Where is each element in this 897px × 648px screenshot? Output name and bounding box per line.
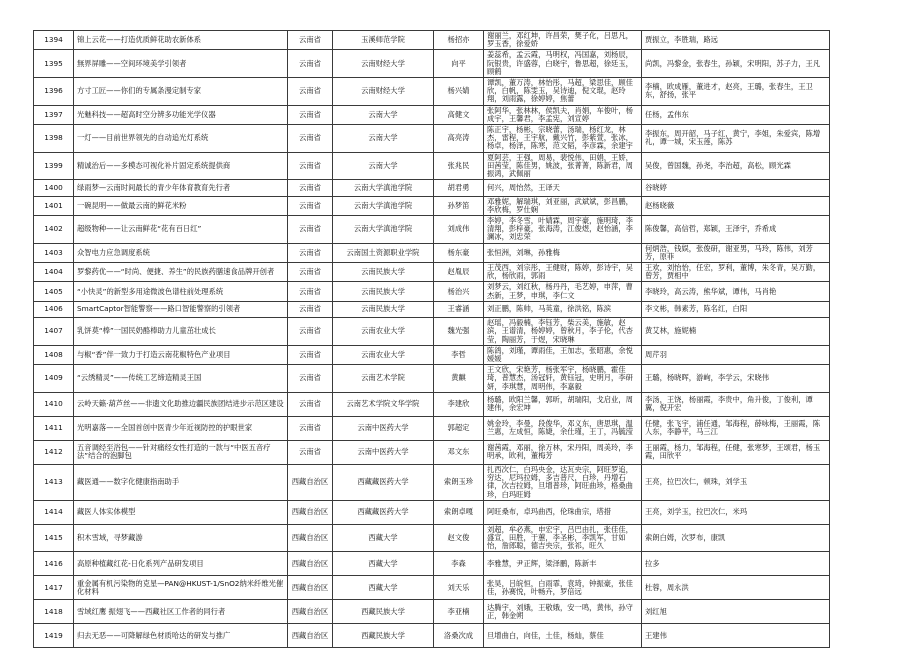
table-row	[34, 196, 830, 215]
team-members: 邓雅妮，解瑞琪，刘亚丽，武斌斌，彭昌鹏，李欣梅，罗仕娴	[484, 196, 642, 215]
row-number: 1400	[34, 180, 74, 196]
school: 云南大学	[333, 105, 434, 124]
advisors: 王丽霞，杨力，邹海程，任健，张寒梦，王颂君，杨玉霞，田欣平	[642, 440, 830, 464]
table-row	[34, 301, 830, 317]
team-members: 达腾宇，刘娥，王敬娥，安一鸣，黄伟，孙守正，韩金朔	[484, 600, 642, 624]
team-members: 王文欣，宋艳芳，杨张军宇，杨晓鹏，霍佳琦，普慧杰，汤冠轩，黄钰冠，史明月，李研妍，李琪慧，周明伟，李嘉毅	[484, 365, 642, 393]
province: 云南省	[288, 152, 333, 180]
school: 西藏藏医药大学	[333, 464, 434, 500]
row-number: 1404	[34, 263, 74, 282]
project-title: 藏医通——数字化健康指南助手	[74, 464, 288, 500]
table-row	[34, 318, 830, 346]
row-number: 1412	[34, 440, 74, 464]
province: 云南省	[288, 125, 333, 153]
table-row	[34, 263, 830, 282]
province: 西藏自治区	[288, 552, 333, 576]
school: 云南民族大学	[333, 301, 434, 317]
team-leader: 李哲	[434, 345, 484, 364]
advisors: 王建伟	[642, 624, 830, 648]
table-row	[34, 216, 830, 244]
project-title: 光魅科技——超高时空分辨多功能光学仪器	[74, 105, 288, 124]
province: 西藏自治区	[288, 524, 333, 552]
advisors: 任健，张飞宇，浦任通，邹海程，薛咏梅，王丽霞，陈人东，李静平，马三江	[642, 416, 830, 440]
school: 云南大学滇池学院	[333, 216, 434, 244]
project-title: 五音调经至浴包——针对痛经女性打造的一款与“中医五音疗法”结合的泡脚包	[74, 440, 288, 464]
team-leader: 胡君勇	[434, 180, 484, 196]
province: 西藏自治区	[288, 500, 333, 524]
team-members: 刘超，牟必燕，申宏宇，吕巴由扎，张佳佳，盛宣，田胜，于蕙，李圣彬，李凯军，甘如怡，詹郎聪，德吉央宗，张祁，旺久	[484, 524, 642, 552]
table-row	[34, 50, 830, 78]
province: 云南省	[288, 263, 333, 282]
table-row	[34, 624, 830, 648]
project-title: 与椒“香”伴一致力于打造云南花椒特色产业项目	[74, 345, 288, 364]
team-leader: 杨东豪	[434, 243, 484, 262]
table-row	[34, 576, 830, 600]
team-leader: 孙梦笛	[434, 196, 484, 215]
row-number: 1403	[34, 243, 74, 262]
project-title: 一碗昆明——做最云南的鲜花米粉	[74, 196, 288, 215]
table-row	[34, 282, 830, 301]
team-members: 刘正鹏，陈帅，马英童，徐洪铭，陈滨	[484, 301, 642, 317]
province: 云南省	[288, 365, 333, 393]
school: 云南民族大学	[333, 263, 434, 282]
team-members: 姜蕊希，孟云霞，马明权，冯国嘉，刘杨辰，阮银贵，许盛蓉，白晓宇，鲁思超，徐廷玉，顾鹤	[484, 50, 642, 78]
advisors: 黄艾林，施妮楠	[642, 318, 830, 346]
project-title: 方寸工匠——你们的专属条漫定制专家	[74, 78, 288, 106]
province: 西藏自治区	[288, 624, 333, 648]
province: 云南省	[288, 345, 333, 364]
team-leader: 魏光强	[434, 318, 484, 346]
row-number: 1408	[34, 345, 74, 364]
row-number: 1417	[34, 576, 74, 600]
school: 云南艺术学院	[333, 365, 434, 393]
table-row	[34, 105, 830, 124]
school: 云南民族大学	[333, 282, 434, 301]
advisors: 李文彬，韩素芳，陈名红，白阳	[642, 301, 830, 317]
advisors: 何炳浩，钱娱，张俊研，谢亚男，马玲，陈伟，刘芳芳，原菲	[642, 243, 830, 262]
advisors: 索朗白姆，次罗布，康凯	[642, 524, 830, 552]
table-row	[34, 464, 830, 500]
row-number: 1396	[34, 78, 74, 106]
team-leader: 刘成伟	[434, 216, 484, 244]
advisors: 尚凯，冯黎金，张春生，孙颖，宋明阳，苏子力，王凡	[642, 50, 830, 78]
row-number: 1406	[34, 301, 74, 317]
school: 云南财经大学	[333, 78, 434, 106]
row-number: 1397	[34, 105, 74, 124]
project-title: 乳饼莫“棒”一国民奶酪棒助力儿童茁壮成长	[74, 318, 288, 346]
project-title: 高原种植藏红花-日化系列产品研发项目	[74, 552, 288, 576]
province: 西藏自治区	[288, 576, 333, 600]
team-leader: 王睿涵	[434, 301, 484, 317]
project-title: 云岭天籁·葫芦丝——非遗文化助推边疆民族团结进步示范区建设	[74, 392, 288, 416]
province: 云南省	[288, 440, 333, 464]
team-members: 旦增曲白，向佳，土佳，杨灿，蔡佳	[484, 624, 642, 648]
advisors: 谷晓婷	[642, 180, 830, 196]
advisors: 吴俊，曾国魏，孙尧，李治超，高松，顾光霖	[642, 152, 830, 180]
school: 西藏民族大学	[333, 600, 434, 624]
province: 云南省	[288, 105, 333, 124]
province: 西藏自治区	[288, 600, 333, 624]
advisors: 拉多	[642, 552, 830, 576]
school: 西藏大学	[333, 524, 434, 552]
team-leader: 邓文东	[434, 440, 484, 464]
team-members: 阿旺桑布，卓玛曲西，伦珠曲宗，塔措	[484, 500, 642, 524]
school: 云南财经大学	[333, 50, 434, 78]
team-leader: 高健文	[434, 105, 484, 124]
team-leader: 向平	[434, 50, 484, 78]
team-members: 何兴，周怡然，王译天	[484, 180, 642, 196]
province: 云南省	[288, 392, 333, 416]
project-title: “小快灵”的新型多用途微波色谱柱前处理系统	[74, 282, 288, 301]
table-row	[34, 125, 830, 153]
school: 云南大学	[333, 125, 434, 153]
project-title: 锦上云花——打造优质鲜花助农新体系	[74, 31, 288, 50]
project-title: 超级物种——让云南鲜花“花有百日红”	[74, 216, 288, 244]
row-number: 1405	[34, 282, 74, 301]
row-number: 1414	[34, 500, 74, 524]
table-row	[34, 31, 830, 50]
row-number: 1409	[34, 365, 74, 393]
advisors: 刘红旭	[642, 600, 830, 624]
row-number: 1401	[34, 196, 74, 215]
row-number: 1416	[34, 552, 74, 576]
project-title: “云绣精灵”——传统工艺缔造精灵王国	[74, 365, 288, 393]
row-number: 1402	[34, 216, 74, 244]
school: 西藏藏医药大学	[333, 500, 434, 524]
school: 云南艺术学院文华学院	[333, 392, 434, 416]
advisors: 任杨，孟伟东	[642, 105, 830, 124]
team-leader: 李亚楠	[434, 600, 484, 624]
province: 云南省	[288, 243, 333, 262]
advisors: 李振东，周开韶，马子红，黄宁，李姐，朱爱宾，陈增礼，谭一城，宋玉莲，陈苏	[642, 125, 830, 153]
row-number: 1407	[34, 318, 74, 346]
province: 云南省	[288, 216, 333, 244]
table-row	[34, 500, 830, 524]
team-leader: 郭超定	[434, 416, 484, 440]
team-leader: 赵文俊	[434, 524, 484, 552]
project-title: 精诚治后——多模态可视化补片固定系统提供商	[74, 152, 288, 180]
school: 云南中医药大学	[333, 440, 434, 464]
table-row	[34, 243, 830, 262]
row-number: 1419	[34, 624, 74, 648]
province: 云南省	[288, 282, 333, 301]
team-members: 陈正宇，杨彬，宗晓蕾，汤瑞，杨红龙，林杰，雷程，王宇航，戴兴竹，彭紫萱，张冰，杨卓，杨泽，陈寒，范文韬，李彦霖，余建宇	[484, 125, 642, 153]
team-leader: 杨招亦	[434, 31, 484, 50]
row-number: 1395	[34, 50, 74, 78]
project-title: 光明嘉落——全国首创中医青少年近视防控的护眼世家	[74, 416, 288, 440]
school: 云南农业大学	[333, 318, 434, 346]
row-number: 1418	[34, 600, 74, 624]
advisors: 赵杨晓薇	[642, 196, 830, 215]
team-members: 夏阿芸，王强，周易，裴悦伟，田娟，王娇，田茜莹，陈佳男，姚波，张菁菁，陈新君，周振鸿，武佩丽	[484, 152, 642, 180]
province: 云南省	[288, 50, 333, 78]
school: 云南大学	[333, 152, 434, 180]
project-title: 归去无恶——可降解绿色材质哈达的研发与推广	[74, 624, 288, 648]
table-row	[34, 416, 830, 440]
project-title: 罗黎药优——“时尚、便捷、养生”的民族药膳速食品牌开创者	[74, 263, 288, 282]
team-members: 赵瑶，冯毅楠，李钰芳，柴云美，施敏，赵滨，王谱清，杨婷婷，曾秋月，李子伦，代杏莹，陶丽芳，于煜，宋晓琳	[484, 318, 642, 346]
team-leader: 黄麒	[434, 365, 484, 393]
team-leader: 赵胤辰	[434, 263, 484, 282]
province: 西藏自治区	[288, 464, 333, 500]
team-leader: 张兆民	[434, 152, 484, 180]
project-title: 众智电力应急调度系统	[74, 243, 288, 262]
province: 云南省	[288, 416, 333, 440]
province: 云南省	[288, 301, 333, 317]
table-row	[34, 440, 830, 464]
school: 西藏大学	[333, 576, 434, 600]
team-members: 扎西次仁，白玛央金，达瓦央宗，阿旺罗追，穷达，尼玛拉姆，多吉普尺，白珍，丹增石律，次吉拉姆，旦增普珍，阿旺曲珍，格桑曲珍，白玛旺姆	[484, 464, 642, 500]
school: 西藏民族大学	[333, 624, 434, 648]
team-leader: 高亮涛	[434, 125, 484, 153]
team-members: 谢茜霞，邓丽，徐万林，宋丹阳，周美玲，李明承，欧利，董梅芳	[484, 440, 642, 464]
province: 云南省	[288, 318, 333, 346]
province: 云南省	[288, 31, 333, 50]
row-number: 1399	[34, 152, 74, 180]
team-members: 谢丽兰，邓红坤，许昌荣，樊子化，吕思凡，罗玉香，徐爱娇	[484, 31, 642, 50]
table-row	[34, 345, 830, 364]
team-members: 张昊，吕皖恒，白雨霏，袁琦，钟振豪，张佳佳，孙赛悦，叶畅卉，罗倍远	[484, 576, 642, 600]
project-title: 無界屏雕——空间环境美学引领者	[74, 50, 288, 78]
team-leader: 李建欣	[434, 392, 484, 416]
team-members: 李雅慧，尹正辉，梁泽鹏，陈新丰	[484, 552, 642, 576]
project-title: 积木雪域，寻梦藏游	[74, 524, 288, 552]
school: 西藏大学	[333, 552, 434, 576]
advisors: 王欢，刘怡怡，任宏，罗利，董博，朱冬青，吴万勤，曾芳，贾相中	[642, 263, 830, 282]
team-leader: 杨治兴	[434, 282, 484, 301]
team-members: 谭凯，董万涛，林怡彤，马超，梁思佳，顾佳欣，白帆，陈雯玉，吴诗迪，倪文琨，赵玲翔，刘雨露，徐婷婷，焦蕾	[484, 78, 642, 106]
project-title: 重金属有机污染物的克星—PAN@HKUST-1/SnO2纳米纤维光催化材料	[74, 576, 288, 600]
team-members: 杨璐，欧阳兰馨，郭昕，胡瑞阳，戈启业，周建伟，余宏坤	[484, 392, 642, 416]
school: 云南农业大学	[333, 345, 434, 364]
row-number: 1415	[34, 524, 74, 552]
school: 玉溪师范学院	[333, 31, 434, 50]
row-number: 1411	[34, 416, 74, 440]
advisors: 李晓玲，高云涛，熊华斌，谭伟，马肖艳	[642, 282, 830, 301]
advisors: 王璐，杨晓晖，游峋，李学云，宋晓伟	[642, 365, 830, 393]
table-row	[34, 152, 830, 180]
advisors: 李汤，王饶，杨丽霞，李贵中，角升俊，丁俊利，谭翼，倪开宏	[642, 392, 830, 416]
project-title: 雪域红鹰 振翅飞——西藏社区工作者的同行者	[74, 600, 288, 624]
team-members: 张恒洲，刘琳，孙雅梅	[484, 243, 642, 262]
project-title: 绿雨梦—云南时间最长的青少年体育教育先行者	[74, 180, 288, 196]
team-leader: 索朗玉珍	[434, 464, 484, 500]
province: 云南省	[288, 196, 333, 215]
table-row	[34, 600, 830, 624]
table-row	[34, 552, 830, 576]
table-row	[34, 365, 830, 393]
advisors: 周芹羽	[642, 345, 830, 364]
project-title: SmartCaptor智能警察——路口智能警察的引领者	[74, 301, 288, 317]
team-members: 王茂西，刘宗彤，王健财，陈婷，彭诗宇，吴欣，杨欣雨，郭雨	[484, 263, 642, 282]
advisors: 杜蓉，周永洪	[642, 576, 830, 600]
row-number: 1394	[34, 31, 74, 50]
table-body	[34, 31, 830, 648]
team-members: 李婷，李冬雪，叶婧霖，周宇豪，施明琦，李清翔，彭梓豪，张海涛，江俊煜，赵怡涵，李澜冰，刘忠荣	[484, 216, 642, 244]
team-members: 张阿华，张林林，侯凯夫，肖娟，车俊叶，杨成宇，王馨君，李孟宪，刘宣婷	[484, 105, 642, 124]
row-number: 1413	[34, 464, 74, 500]
table-row	[34, 180, 830, 196]
project-table	[33, 30, 830, 648]
team-members: 陈鸽，刘瑾，谭雨佳，王加志，张昭惠，余悦媛媛	[484, 345, 642, 364]
team-leader: 洛桑次成	[434, 624, 484, 648]
row-number: 1398	[34, 125, 74, 153]
team-leader: 李森	[434, 552, 484, 576]
province: 云南省	[288, 78, 333, 106]
table-row	[34, 524, 830, 552]
table-row	[34, 78, 830, 106]
school: 云南大学滇池学院	[333, 196, 434, 215]
school: 云南中医药大学	[333, 416, 434, 440]
province: 云南省	[288, 180, 333, 196]
school: 云南大学滇池学院	[333, 180, 434, 196]
row-number: 1410	[34, 392, 74, 416]
table-row	[34, 392, 830, 416]
team-leader: 杨兴婧	[434, 78, 484, 106]
team-leader: 索朗卓嘎	[434, 500, 484, 524]
advisors: 贾振立，李胜瑞，路远	[642, 31, 830, 50]
advisors: 李楠，欧成雁，董进才，赵亮，王璐，张春生，王卫东，舒扬，张平	[642, 78, 830, 106]
team-leader: 刘天乐	[434, 576, 484, 600]
advisors: 王亮，拉巴次仁，顿珠，刘学玉	[642, 464, 830, 500]
advisors: 王亮，刘学玉，拉巴次仁，米玛	[642, 500, 830, 524]
advisors: 陈俊馨，高信哲，郑颖，王泽宇，乔希成	[642, 216, 830, 244]
team-members: 刘梦云，刘红秋，杨丹丹，毛艺婷，申萍，曹杰新，王梦，申琪，李仁文	[484, 282, 642, 301]
team-members: 姚金玲，李曼，段俊华，邓义东，唐思琪，温兰惠，左成恒，陈婕，余仕瑾，王丁，冯毓滢	[484, 416, 642, 440]
project-title: 一灯——目前世界领先的自动追光灯系统	[74, 125, 288, 153]
school: 云南国土资源职业学院	[333, 243, 434, 262]
project-title: 藏医人体实体模型	[74, 500, 288, 524]
